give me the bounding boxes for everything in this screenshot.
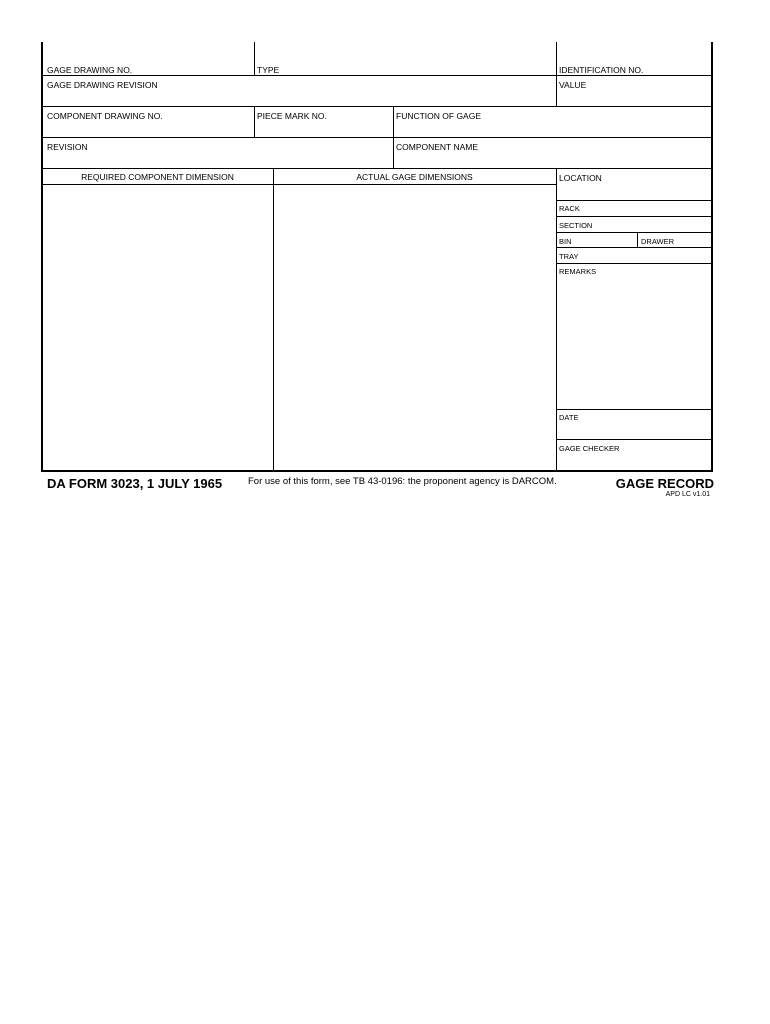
col-line-actual xyxy=(273,168,274,470)
piece-mark-no-field[interactable] xyxy=(256,122,392,136)
revision-label: REVISION xyxy=(47,142,88,152)
rack-label: RACK xyxy=(559,204,580,213)
required-component-dimension-area[interactable] xyxy=(43,186,272,469)
date-field[interactable] xyxy=(558,424,710,438)
gage-drawing-no-field[interactable] xyxy=(43,43,253,65)
gage-drawing-revision-field[interactable] xyxy=(43,91,555,105)
row-line-1 xyxy=(41,75,713,76)
row-line-3 xyxy=(41,137,713,138)
type-label: TYPE xyxy=(257,65,280,75)
bottom-border xyxy=(41,470,713,472)
remarks-label: REMARKS xyxy=(559,267,597,276)
gage-checker-line xyxy=(556,439,713,440)
revision-field[interactable] xyxy=(43,153,392,167)
form-title: GAGE RECORD xyxy=(615,476,714,491)
required-component-dimension-header: REQUIRED COMPONENT DIMENSION xyxy=(81,172,234,182)
row-line-4 xyxy=(41,168,713,169)
version-label: APD LC v1.01 xyxy=(665,491,710,498)
location-field[interactable] xyxy=(558,184,710,199)
col-line-piece xyxy=(254,106,255,137)
function-of-gage-label: FUNCTION OF GAGE xyxy=(396,111,481,121)
location-label: LOCATION xyxy=(559,173,602,183)
function-of-gage-field[interactable] xyxy=(395,122,710,136)
col-line-location xyxy=(556,168,557,470)
col-line-function xyxy=(393,106,394,168)
identification-no-field[interactable] xyxy=(558,43,710,65)
col-line-drawer xyxy=(637,232,638,247)
remarks-line xyxy=(556,263,713,264)
piece-mark-no-label: PIECE MARK NO. xyxy=(257,111,327,121)
gage-drawing-revision-label: GAGE DRAWING REVISION xyxy=(47,80,158,90)
drawer-label: DRAWER xyxy=(641,237,675,246)
gage-checker-field[interactable] xyxy=(558,455,710,469)
col-line-type xyxy=(254,42,255,75)
component-drawing-no-field[interactable] xyxy=(43,122,253,136)
value-field[interactable] xyxy=(558,91,710,105)
date-label: DATE xyxy=(559,413,579,422)
component-drawing-no-label: COMPONENT DRAWING NO. xyxy=(47,111,163,121)
date-line xyxy=(556,409,713,410)
col-line-ident xyxy=(556,42,557,106)
type-field[interactable] xyxy=(256,43,555,65)
bin-label: BIN xyxy=(559,237,572,246)
header-underline xyxy=(41,184,556,185)
remarks-field[interactable] xyxy=(558,278,710,408)
section-line xyxy=(556,216,713,217)
component-name-field[interactable] xyxy=(395,153,710,167)
value-label: VALUE xyxy=(559,80,587,90)
identification-no-label: IDENTIFICATION NO. xyxy=(559,65,644,75)
rack-line xyxy=(556,200,713,201)
gage-checker-label: GAGE CHECKER xyxy=(559,444,620,453)
section-label: SECTION xyxy=(559,221,593,230)
tray-label: TRAY xyxy=(559,252,579,261)
actual-gage-dimensions-area[interactable] xyxy=(275,186,555,469)
usage-note: For use of this form, see TB 43-0196: the proponent agency is DARCOM. xyxy=(248,476,557,487)
row-line-2 xyxy=(41,106,713,107)
component-name-label: COMPONENT NAME xyxy=(396,142,479,152)
form-number: DA FORM 3023, 1 JULY 1965 xyxy=(47,476,223,491)
tray-line xyxy=(556,247,713,248)
bin-line xyxy=(556,232,713,233)
actual-gage-dimensions-header: ACTUAL GAGE DIMENSIONS xyxy=(356,172,473,182)
gage-drawing-no-label: GAGE DRAWING NO. xyxy=(47,65,133,75)
